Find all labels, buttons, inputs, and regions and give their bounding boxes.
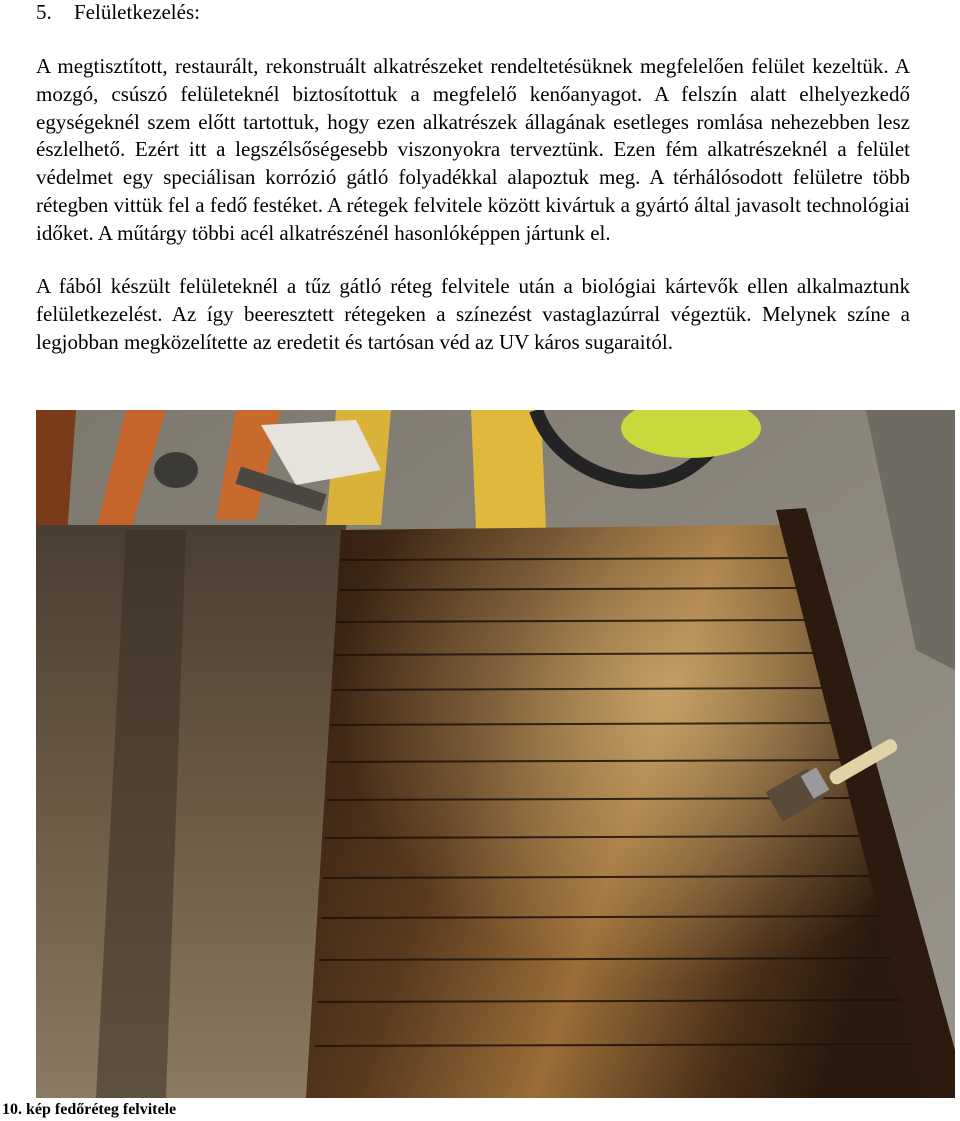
figure-caption: 10. kép fedőréteg felvitele	[2, 1101, 177, 1118]
photo-illustration	[36, 410, 955, 1098]
section-number: 5.	[36, 0, 52, 24]
yellow-pallet-fork	[471, 410, 546, 530]
unfinished-board	[36, 525, 346, 1098]
section-title: Felületkezelés:	[74, 0, 200, 24]
section-heading	[36, 0, 200, 24]
paragraph-metal-treatment: A megtisztított, restaurált, rekonstruált alkatrészeket rendeltetésüknek megfelelően felület kezeltük. A mozgó, csúszó felületeknél biztosítottuk a megfelelő kenőanyagot. A felszín alatt elhelyezkedő egységeknél szem előtt tartottuk, hogy ezen alkatrészek állagának esetleges romlása nehezebben lesz észlelhető. Ezért itt a legszélsőségesebb viszonyokra terveztünk. Ezen fém alkatrészeknél a felület védelmet egy speciálisan korrózió gátló folyadékkal alapoztuk meg. A térhálósodott felületre több rétegben vittük fel a fedő festéket. A rétegek felvitele között kivártuk a gyártó által javasolt technológiai időket. A műtárgy többi acél alkatrészénél hasonlóképpen jártunk el.	[36, 54, 910, 245]
paragraph-wood-treatment: A fából készült felületeknél a tűz gátló réteg felvitele után a biológiai kártevők ellen alkalmaztunk felületkezelést. Az így beeresztett rétegeken a színezést vastaglazúrral végeztük. Melynek színe a legjobban megközelítette az eredetit és tartósan véd az UV káros sugaraitól.	[36, 274, 910, 354]
angle-grinder	[154, 452, 198, 488]
photo-varnish-application	[36, 410, 955, 1098]
